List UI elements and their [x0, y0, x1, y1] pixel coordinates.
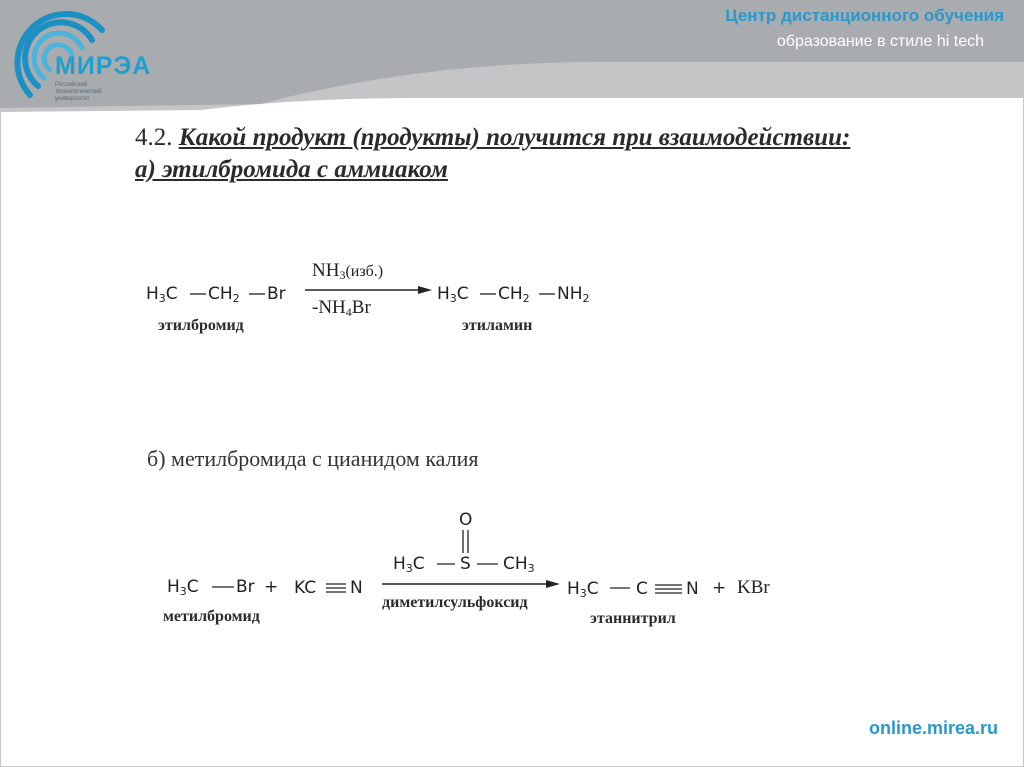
reactant-ch2: $CH_2$ [208, 284, 240, 305]
logo-wordmark: МИРЭА [55, 52, 152, 80]
b-product-n: N [686, 579, 699, 599]
b-reagent-label: диметилсульфоксид [382, 594, 528, 611]
question-line2: а) этилбромида с аммиаком [135, 156, 448, 183]
question-line1: Какой продукт (продукты) получится при взаимодействии: [178, 124, 851, 151]
product-nh2: $NH_2$ [557, 284, 590, 305]
dmso-o: O [459, 510, 473, 530]
logo-subtext: Российский [55, 82, 88, 88]
reactant-br: Br [267, 284, 286, 304]
b-reactant-label: метилбромид [163, 608, 260, 625]
product-ch2: $CH_2$ [498, 284, 530, 305]
reagent-top [312, 260, 383, 283]
b-product-h3c: $H_3C$ [567, 579, 599, 600]
reagent-bottom-a: -NH [312, 297, 346, 318]
dmso-s: S [460, 554, 471, 574]
reagent-bottom-sub: 4 [345, 305, 352, 319]
reactant-h3c: $H_3C$ [146, 284, 178, 305]
reagent-top-sub: 3 [339, 268, 346, 282]
product-h3c: $H_3C$ [437, 284, 469, 305]
footer-url-link[interactable]: online.mirea.ru [868, 718, 998, 738]
dmso-ch3: $CH_3$ [503, 554, 535, 575]
b-reactant-br: Br [236, 577, 255, 597]
b-n: N [350, 578, 363, 598]
logo-subtext: университет [55, 96, 90, 102]
reagent-top-note: (изб.) [345, 263, 384, 280]
product-label: этиламин [462, 317, 533, 334]
part-b-title: б) метилбромида с цианидом калия [147, 446, 479, 471]
dmso-h3c: $H_3C$ [393, 554, 425, 575]
reagent-bottom [312, 297, 371, 320]
question-number: 4.2. [135, 124, 173, 151]
b-kc: KC [294, 578, 317, 598]
b-plus-2: + [712, 578, 727, 598]
reagent-bottom-b: Br [351, 297, 371, 318]
b-product-label: этаннитрил [590, 610, 676, 627]
b-plus-1: + [264, 577, 279, 597]
b-reactant-h3c: $H_3C$ [167, 577, 199, 598]
logo-subtext: технологический [55, 89, 102, 95]
header-subtitle: образование в стиле hi tech [776, 33, 984, 50]
header-title: Центр дистанционного обучения [725, 6, 1004, 25]
reactant-label: этилбромид [158, 317, 244, 334]
b-product-c: C [636, 579, 648, 599]
b-byproduct: KBr [737, 577, 770, 598]
reagent-top-main: NH [312, 260, 340, 281]
